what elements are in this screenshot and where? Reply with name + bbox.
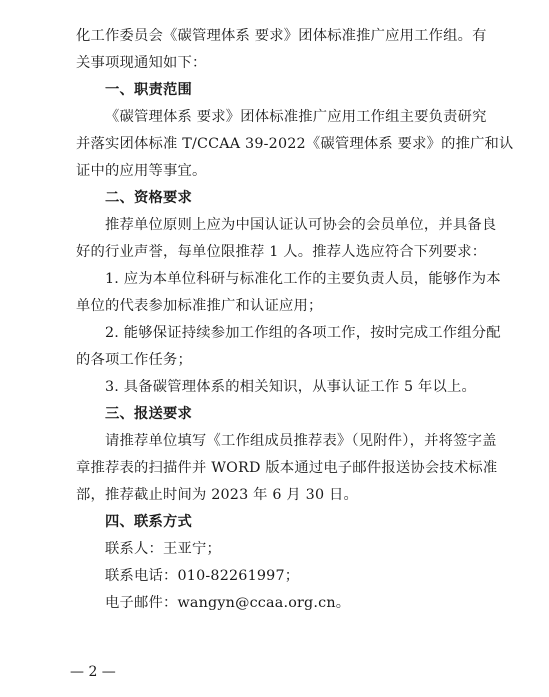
document-body	[76, 23, 514, 617]
body-line: 单位的代表参加标准推广和认证应用；	[76, 298, 323, 314]
page-number: — 2 —	[70, 664, 116, 680]
body-line: 部，推荐截止时间为 2023 年 6 月 30 日。	[76, 487, 358, 503]
contact-email: 电子邮件：wangyn@ccaa.org.cn。	[105, 595, 351, 611]
section-heading-submission: 三、报送要求	[105, 406, 192, 422]
list-item-1: 1. 应为本单位科研与标准化工作的主要负责人员，能够作为本	[105, 271, 501, 287]
paragraph-first-line: 《碳管理体系 要求》团体标准推广应用工作组主要负责研究	[105, 109, 487, 125]
body-line: 化工作委员会《碳管理体系 要求》团体标准推广应用工作组。有	[76, 28, 487, 44]
body-line: 的各项工作任务；	[76, 352, 192, 368]
contact-person: 联系人：王亚宁；	[105, 541, 221, 557]
section-heading-contact: 四、联系方式	[105, 514, 192, 530]
contact-phone: 联系电话：010-82261997；	[105, 568, 300, 584]
body-line: 好的行业声誉，每单位限推荐 1 人。推荐人选应符合下列要求：	[76, 244, 487, 260]
paragraph-first-line: 请推荐单位填写《工作组成员推荐表》（见附件），并将签字盖	[105, 433, 497, 449]
body-line: 证中的应用等事宜。	[76, 163, 207, 179]
body-line: 章推荐表的扫描件并 WORD 版本通过电子邮件报送协会技术标准	[76, 460, 498, 476]
list-item-2: 2. 能够保证持续参加工作组的各项工作，按时完成工作组分配	[105, 325, 501, 341]
section-heading-responsibilities: 一、职责范围	[105, 82, 192, 98]
body-line: 并落实团体标准 T/CCAA 39-2022《碳管理体系 要求》的推广和认	[76, 136, 514, 152]
body-line: 关事项现通知如下：	[76, 55, 207, 71]
paragraph-first-line: 推荐单位原则上应为中国认证认可协会的会员单位，并具备良	[105, 217, 497, 233]
list-item-3: 3. 具备碳管理体系的相关知识，从事认证工作 5 年以上。	[105, 379, 476, 395]
section-heading-qualifications: 二、资格要求	[105, 190, 192, 206]
